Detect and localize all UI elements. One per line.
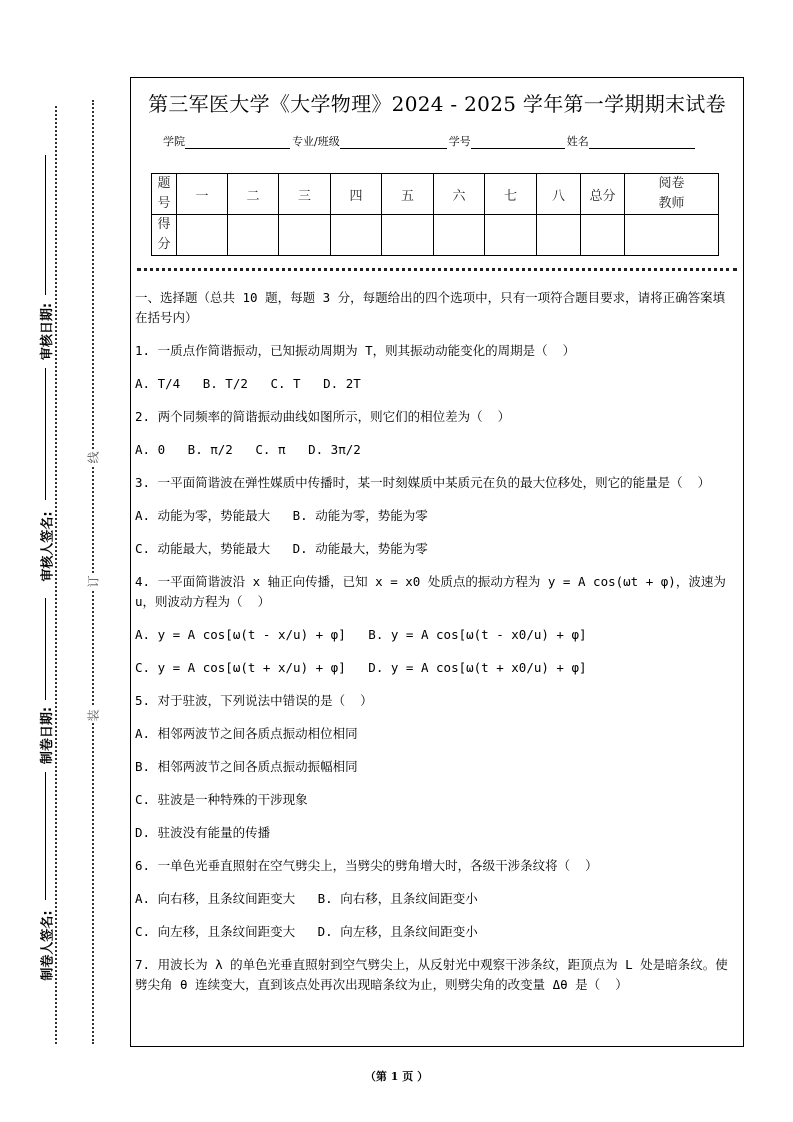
reviewer-signature-line	[45, 598, 46, 700]
score-cell-7[interactable]	[485, 215, 537, 256]
question-3-options-cd: C. 动能最大，势能最大 D. 动能最大，势能为零	[135, 541, 428, 556]
question-7-stem: 7. 用波长为 λ 的单色光垂直照射到空气劈尖上，从反射光中观察干涉条纹，距顶点为 L 处是暗条纹。使劈尖角 θ 连续变大，直到该点处再次出现暗条纹为止，则劈尖角的改变量 Δθ 是（ ）	[135, 957, 728, 992]
col-5: 五	[382, 174, 434, 215]
col-6: 六	[434, 174, 485, 215]
binding-dotted-line-inner	[92, 100, 94, 1044]
score-table-score-row	[152, 215, 719, 256]
review-date-label: 审核日期:	[40, 302, 56, 360]
col-8: 八	[537, 174, 581, 215]
score-table	[151, 173, 719, 256]
question-2-options: A. 0 B. π/2 C. π D. 3π/2	[135, 442, 361, 457]
question-5-option-a: A. 相邻两波节之间各质点振动相位相同	[135, 726, 358, 741]
col-7: 七	[485, 174, 537, 215]
binding-char-line: 线	[86, 450, 101, 464]
question-2-stem: 2. 两个同频率的简谐振动曲线如图所示，则它们的相位差为（ ）	[135, 409, 511, 424]
score-cell-3[interactable]	[279, 215, 331, 256]
review-date-line	[45, 368, 46, 500]
col-3: 三	[279, 174, 331, 215]
score-cell-1[interactable]	[177, 215, 228, 256]
score-cell-6[interactable]	[434, 215, 485, 256]
score-cell-2[interactable]	[228, 215, 279, 256]
page-number: （第 1 页 ）	[364, 1070, 429, 1083]
binding-char-bind: 装	[86, 708, 101, 722]
col-4: 四	[331, 174, 382, 215]
score-header: 得 分	[152, 215, 177, 256]
major-class-field[interactable]	[340, 136, 447, 149]
signature-line	[45, 155, 46, 295]
student-id-label: 学号	[448, 135, 471, 148]
question-6-stem: 6. 一单色光垂直照射在空气劈尖上，当劈尖的劈角增大时，各级干涉条纹将（ ）	[135, 858, 598, 873]
name-field[interactable]	[589, 136, 695, 149]
score-table-header-row	[152, 174, 719, 215]
question-5-option-c: C. 驻波是一种特殊的干涉现象	[135, 792, 308, 807]
score-cell-total[interactable]	[581, 215, 625, 256]
exam-frame	[130, 77, 744, 1047]
question-5-option-d: D. 驻波没有能量的传播	[135, 825, 271, 840]
binding-char-staple: 订	[86, 574, 101, 588]
question-4-options-ab: A. y = A cos[ω(t - x/u) + φ] B. y = A cos[ω(t - x0/u) + φ]	[135, 627, 587, 642]
question-1-options: A. T/4 B. T/2 C. T D. 2T	[135, 376, 361, 391]
score-cell-4[interactable]	[331, 215, 382, 256]
score-cell-8[interactable]	[537, 215, 581, 256]
score-cell-5[interactable]	[382, 215, 434, 256]
question-3-stem: 3. 一平面简谐波在弹性媒质中传播时，某一时刻媒质中某质元在负的最大位移处，则它的能量是（ ）	[135, 475, 711, 490]
college-label: 学院	[163, 135, 185, 148]
paper-date-line	[45, 772, 46, 900]
question-number-header: 题 号	[152, 174, 177, 215]
reviewer-signature-label: 审核人签名:	[40, 510, 56, 582]
major-class-label: 专业/班级	[292, 135, 340, 148]
student-id-field[interactable]	[471, 136, 565, 149]
col-2: 二	[228, 174, 279, 215]
student-info-row	[163, 133, 697, 149]
question-1-stem: 1. 一质点作简谐振动，已知振动周期为 T，则其振动动能变化的周期是（ ）	[135, 343, 576, 358]
question-6-options-cd: C. 向左移，且条纹间距变大 D. 向左移，且条纹间距变小	[135, 924, 478, 939]
name-label: 姓名	[566, 135, 589, 148]
question-4-options-cd: C. y = A cos[ω(t + x/u) + φ] D. y = A cos[ω(t + x0/u) + φ]	[135, 660, 587, 675]
paper-date-label: 制卷日期:	[40, 706, 56, 764]
exam-content	[135, 288, 737, 1008]
question-5-option-b: B. 相邻两波节之间各质点振动振幅相同	[135, 759, 358, 774]
paper-maker-signature-label: 制卷人签名:	[40, 909, 56, 981]
section-heading: 一、选择题（总共 10 题，每题 3 分，每题给出的四个选项中，只有一项符合题目要求，请将正确答案填在括号内）	[135, 290, 726, 325]
col-total: 总分	[581, 174, 625, 215]
col-1: 一	[177, 174, 228, 215]
exam-title: 第三军医大学《大学物理》2024 - 2025 学年第一学期期末试卷	[148, 92, 726, 116]
dotted-separator	[137, 268, 737, 271]
score-cell-grader[interactable]	[625, 215, 719, 256]
question-6-options-ab: A. 向右移，且条纹间距变大 B. 向右移，且条纹间距变小	[135, 891, 478, 906]
college-field[interactable]	[185, 136, 290, 149]
question-5-stem: 5. 对于驻波，下列说法中错误的是（ ）	[135, 693, 373, 708]
col-grader: 阅卷 教师	[625, 174, 719, 215]
question-3-options-ab: A. 动能为零，势能最大 B. 动能为零，势能为零	[135, 508, 428, 523]
question-4-stem: 4. 一平面简谐波沿 x 轴正向传播，已知 x = x0 处质点的振动方程为 y = A cos(ωt + φ)，波速为 u，则波动方程为（ ）	[135, 574, 734, 609]
